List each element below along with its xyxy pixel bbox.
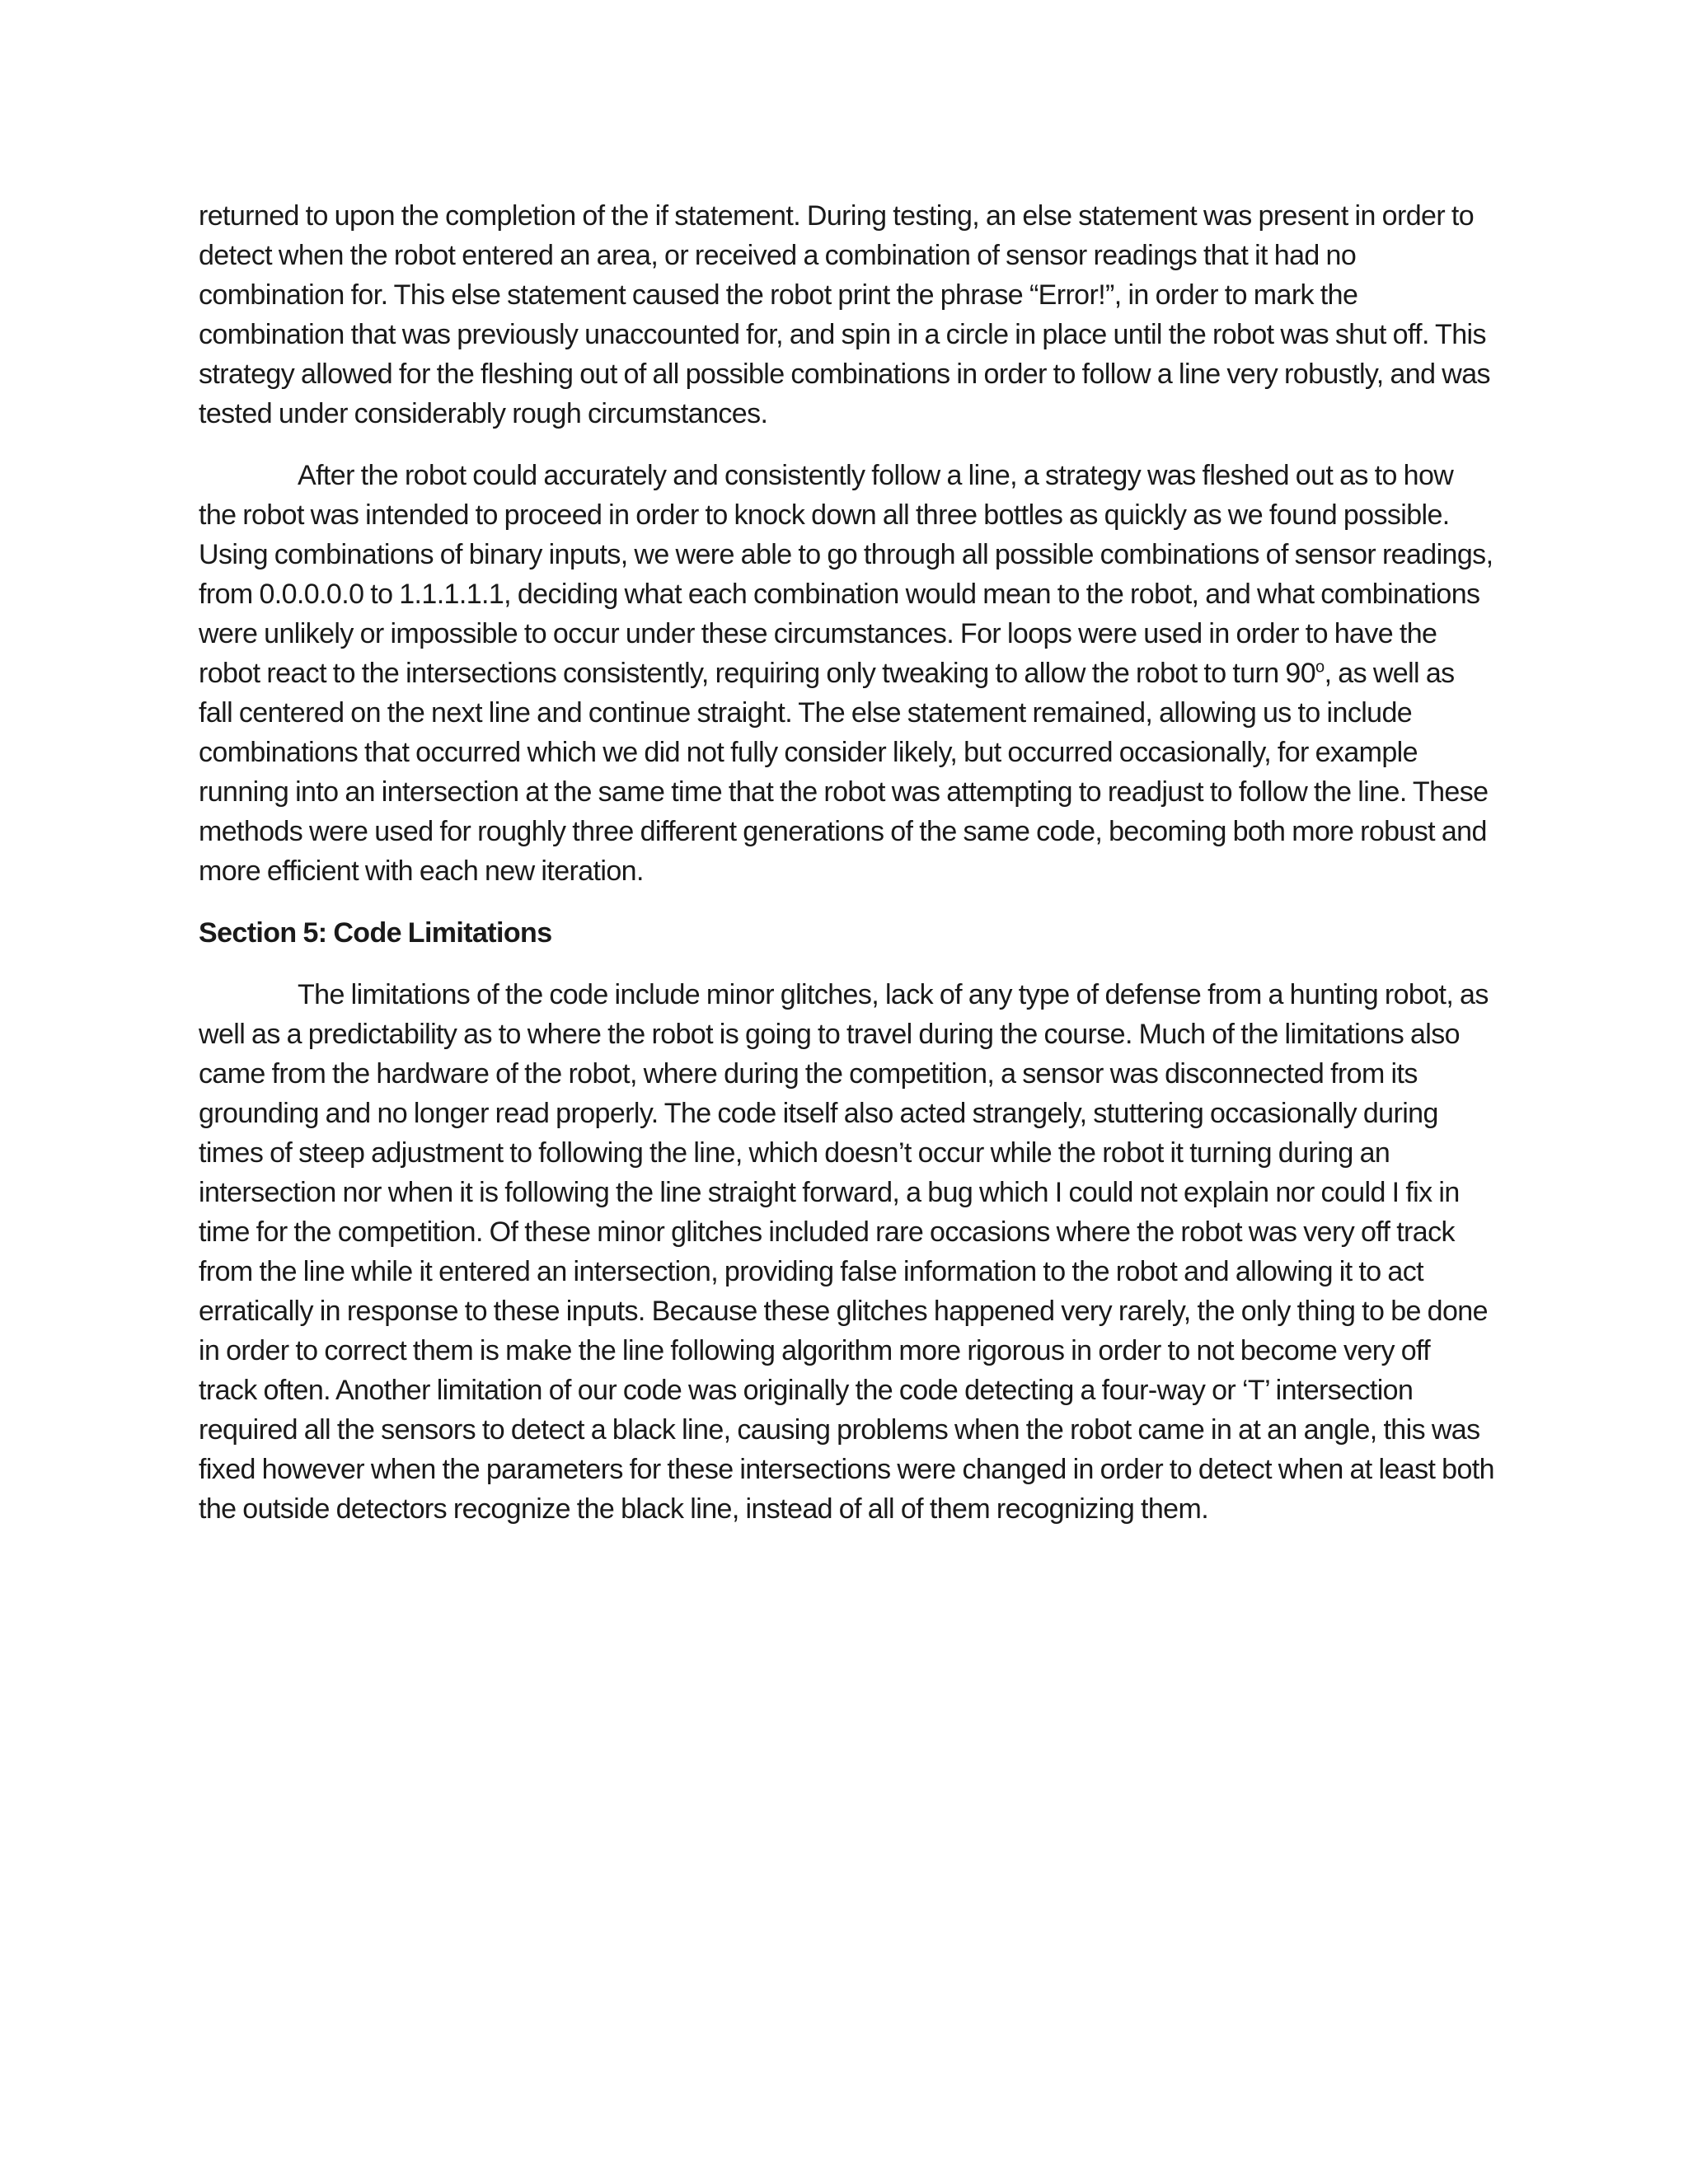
paragraph-limitations: The limitations of the code include minor glitches, lack of any type of defense from a hunting robot, as well as a predictability as to where the robot is going to travel during the course. Much of the limitations also came from the hardware of the robot, where during the competition, a sensor was disconnected from its grounding and no longer read properly. The code itself also acted strangely, stuttering occasionally during times of steep adjustment to following the line, which doesn’t occur while the robot it turning during an intersection nor when it is following the line straight forward, a bug which I could not explain nor could I fix in time for the competition. Of these minor glitches included rare occasions where the robot was very off track from the line while it entered an intersection, providing false information to the robot and allowing it to act erratically in response to these inputs. Because these glitches happened very rarely, the only thing to be done in order to correct them is make the line following algorithm more rigorous in order to not become very off track often. Another limitation of our code was originally the code detecting a four-way or ‘T’ intersection required all the sensors to detect a black line, causing problems when the robot came in at an angle, this was fixed however when the parameters for these intersections were changed in order to detect when at least both the outside detectors recognize the black line, instead of all of them recognizing them. [199,979,1494,1525]
paragraph-strategy-text-after-degree: , as well as fall centered on the next line and continue straight. The else statement remained, allowing us to include combinations that occurred which we did not fully consider likely, but occurred occasionally, for example running into an intersection at the same time that the robot was attempting to readjust to follow the line. These methods were used for roughly three different generations of the same code, becoming both more robust and more efficient with each new iteration. [199,658,1489,887]
document-page [199,196,1494,1551]
section-heading: Section 5: Code Limitations [199,917,552,949]
paragraph-continuation: returned to upon the completion of the if statement. During testing, an else statement was present in order to detect when the robot entered an area, or received a combination of sensor readings that it had no combination for. This else statement caused the robot print the phrase “Error!”, in order to mark the combination that was previously unaccounted for, and spin in a circle in place until the robot was shut off. This strategy allowed for the fleshing out of all possible combinations in order to follow a line very robustly, and was tested under considerably rough circumstances. [199,200,1490,429]
paragraph-strategy [199,456,1494,891]
degree-symbol: o [1315,658,1325,677]
paragraph-strategy-text-before-degree: After the robot could accurately and consistently follow a line, a strategy was fleshed out as to how the robot was intended to proceed in order to knock down all three bottles as quickly as we found possible. Using combinations of binary inputs, we were able to go through all possible combinations of sensor readings, from 0.0.0.0.0 to 1.1.1.1.1, deciding what each combination would mean to the robot, and what combinations were unlikely or impossible to occur under these circumstances. For loops were used in order to have the robot react to the intersections consistently, requiring only tweaking to allow the robot to turn 90 [199,460,1493,689]
